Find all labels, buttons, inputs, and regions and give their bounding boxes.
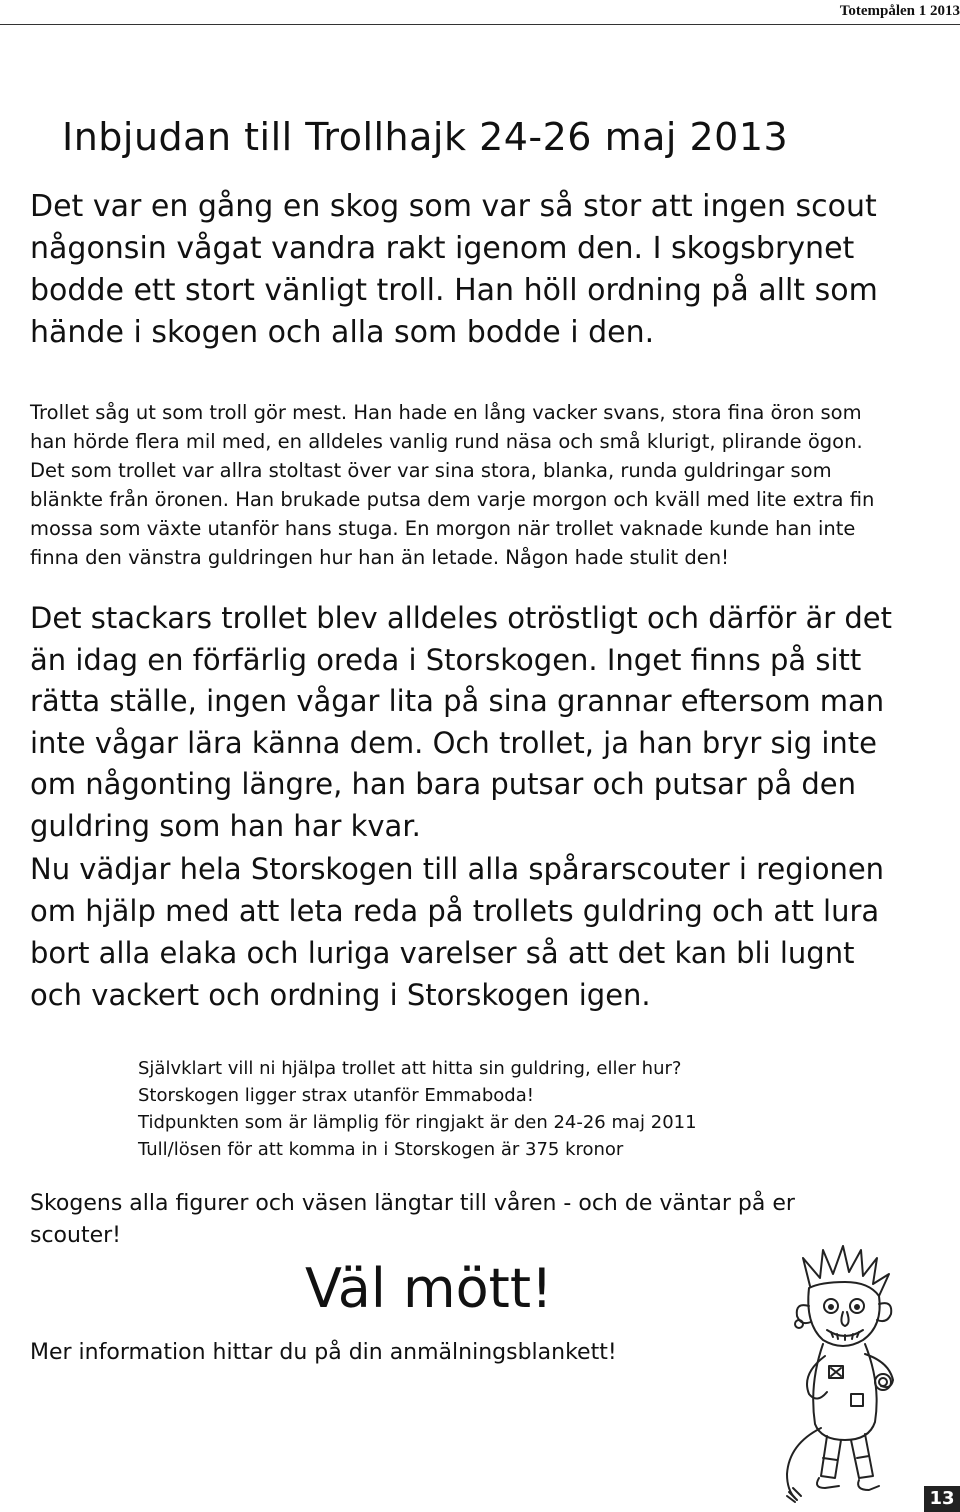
story-line: mossa som växte utanför hans stuga. En morgon när trollet vaknade kunde han inte: [30, 517, 856, 540]
intro-line: hände i skogen och alla som bodde i den.: [30, 315, 655, 350]
plea-paragraph-1: [30, 598, 955, 847]
plea-line: Nu vädjar hela Storskogen till alla spårarscouter i regionen: [30, 852, 885, 886]
fact-line: Storskogen ligger strax utanför Emmaboda!: [138, 1085, 534, 1106]
closing-line: Skogens alla figurer och väsen längtar till våren - och de väntar på er: [30, 1191, 795, 1216]
plea-line: rätta ställe, ingen vågar lita på sina grannar eftersom man: [30, 684, 885, 718]
intro-line: Det var en gång en skog som var så stor att ingen scout: [30, 189, 877, 224]
closing-paragraph: [30, 1188, 950, 1252]
troll-illustration-icon: [765, 1244, 930, 1504]
story-line: blänkte från öronen. Han brukade putsa dem varje morgon och kväll med lite extra fin: [30, 488, 875, 511]
plea-line: och vackert och ordning i Storskogen igen.: [30, 978, 651, 1012]
closing-line: scouter!: [30, 1223, 121, 1248]
story-line: han hörde flera mil med, en alldeles vanlig rund näsa och små klurigt, plirande ögon.: [30, 430, 863, 453]
welcome-greeting: Väl mött!: [305, 1257, 553, 1320]
plea-paragraph-2: [30, 848, 955, 1016]
plea-line: om någonting längre, han bara putsar och putsar på den: [30, 767, 857, 801]
story-line: Trollet såg ut som troll gör mest. Han hade en lång vacker svans, stora fina öron som: [30, 401, 862, 424]
intro-paragraph: [30, 186, 950, 354]
plea-line: bort alla elaka och luriga varelser så att det kan bli lugnt: [30, 936, 855, 970]
plea-line: om hjälp med att leta reda på trollets guldring och att lura: [30, 894, 880, 928]
fact-line: Självklart vill ni hjälpa trollet att hitta sin guldring, eller hur?: [138, 1058, 682, 1079]
plea-line: guldring som han har kvar.: [30, 808, 421, 843]
fact-line: Tull/lösen för att komma in i Storskogen är 375 kronor: [138, 1139, 624, 1160]
header-rule: [0, 24, 960, 25]
plea-line: inte vågar lära känna dem. Och trollet, ja han bryr sig inte: [30, 725, 878, 760]
page-number: 13: [924, 1486, 960, 1512]
plea-line: än idag en förfärlig oreda i Storskogen. Inget finns på sitt: [30, 642, 862, 677]
page-title: Inbjudan till Trollhajk 24-26 maj 2013: [62, 115, 789, 160]
story-paragraph: [30, 398, 955, 572]
publication-header: Totempålen 1 2013: [839, 3, 960, 19]
plea-line: Det stackars trollet blev alldeles otröstligt och därför är det: [30, 601, 892, 635]
event-facts: [138, 1055, 838, 1163]
story-line: finna den vänstra guldringen hur han än letade. Någon hade stulit den!: [30, 546, 729, 569]
more-info-line: Mer information hittar du på din anmälningsblankett!: [30, 1340, 617, 1365]
intro-line: någonsin vågat vandra rakt igenom den. I skogsbrynet: [30, 231, 855, 266]
fact-line: Tidpunkten som är lämplig för ringjakt är den 24-26 maj 2011: [138, 1112, 697, 1133]
intro-line: bodde ett stort vänligt troll. Han höll ordning på allt som: [30, 273, 878, 308]
story-line: Det som trollet var allra stoltast över var sina stora, blanka, runda guldringar som: [30, 459, 832, 482]
